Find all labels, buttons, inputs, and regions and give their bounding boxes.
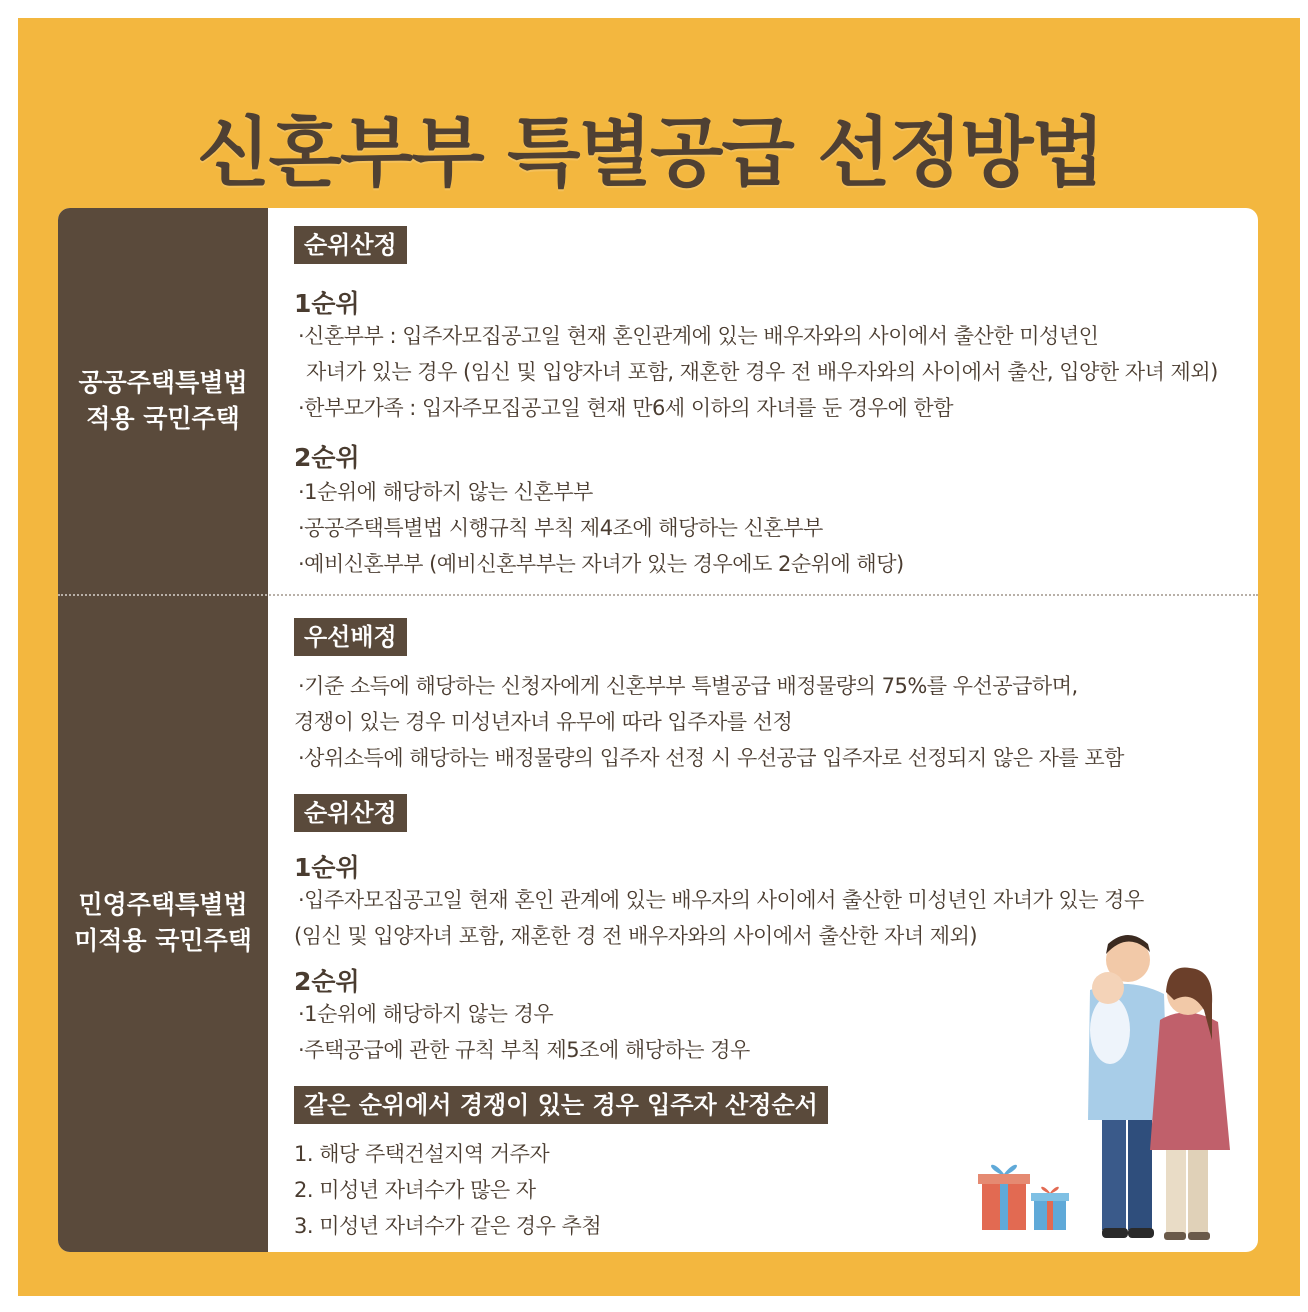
section2-rank2-line: ·주택공급에 관한 규칙 부칙 제5조에 해당하는 경우	[298, 1038, 750, 1062]
tiebreak-item: 3. 미성년 자녀수가 같은 경우 추첨	[294, 1214, 602, 1238]
section2-rank1-line: (임신 및 입양자녀 포함, 재혼한 경 전 배우자와의 사이에서 출산한 자녀 제외)	[294, 924, 978, 948]
section2-rank-header: 순위산정	[294, 794, 407, 832]
section2-rank1-label: 1순위	[294, 853, 360, 882]
gift-box-icon	[978, 1165, 1069, 1230]
section1-rank2-label: 2순위	[294, 443, 360, 472]
section1-rank1-label: 1순위	[294, 289, 360, 318]
section2-rank2-line: ·1순위에 해당하지 않는 경우	[298, 1002, 554, 1026]
tiebreak-item: 2. 미성년 자녀수가 많은 자	[294, 1178, 536, 1202]
section-divider	[58, 594, 1258, 596]
section1-rank2-line: ·공공주택특별법 시행규칙 부칙 제4조에 해당하는 신혼부부	[298, 516, 823, 540]
sidebar-label-public: 공공주택특별법 적용 국민주택	[78, 368, 248, 433]
family-illustration	[978, 930, 1248, 1250]
section2-tiebreak-header: 같은 순위에서 경쟁이 있는 경우 입주자 산정순서	[294, 1086, 828, 1124]
section1-rank2-line: ·1순위에 해당하지 않는 신혼부부	[298, 480, 593, 504]
section1-rank2-line: ·예비신혼부부 (예비신혼부부는 자녀가 있는 경우에도 2순위에 해당)	[298, 552, 904, 576]
section2-rank2-label: 2순위	[294, 967, 360, 996]
section1-rank1-line: ·한부모가족 : 입자주모집공고일 현재 만6세 이하의 자녀를 둔 경우에 한함	[298, 396, 953, 420]
sidebar-public-housing	[58, 208, 268, 594]
section2-rank1-line: ·입주자모집공고일 현재 혼인 관계에 있는 배우자의 사이에서 출산한 미성년인 자녀가 있는 경우	[298, 888, 1144, 912]
sidebar-label-private: 민영주택특별법 미적용 국민주택	[74, 890, 252, 955]
section1-rank1-line: 자녀가 있는 경우 (임신 및 입양자녀 포함, 재혼한 경우 전 배우자와의 사이에서 출산, 입양한 자녀 제외)	[306, 360, 1218, 384]
section2-priority-line: ·기준 소득에 해당하는 신청자에게 신혼부부 특별공급 배정물량의 75%를 우선공급하며,	[298, 674, 1078, 698]
section1-rank-header: 순위산정	[294, 226, 407, 264]
section1-rank1-line: ·신혼부부 : 입주자모집공고일 현재 혼인관계에 있는 배우자와의 사이에서 출산한 미성년인	[298, 324, 1099, 348]
tiebreak-item: 1. 해당 주택건설지역 거주자	[294, 1142, 550, 1166]
sidebar-private-housing	[58, 594, 268, 1252]
section2-priority-header: 우선배정	[294, 618, 407, 656]
page-title: 신혼부부 특별공급 선정방법	[197, 108, 1103, 197]
section2-priority-line: ·상위소득에 해당하는 배정물량의 입주자 선정 시 우선공급 입주자로 선정되지 않은 자를 포함	[298, 746, 1124, 770]
section2-priority-line: 경쟁이 있는 경우 미성년자녀 유무에 따라 입주자를 선정	[294, 710, 793, 734]
